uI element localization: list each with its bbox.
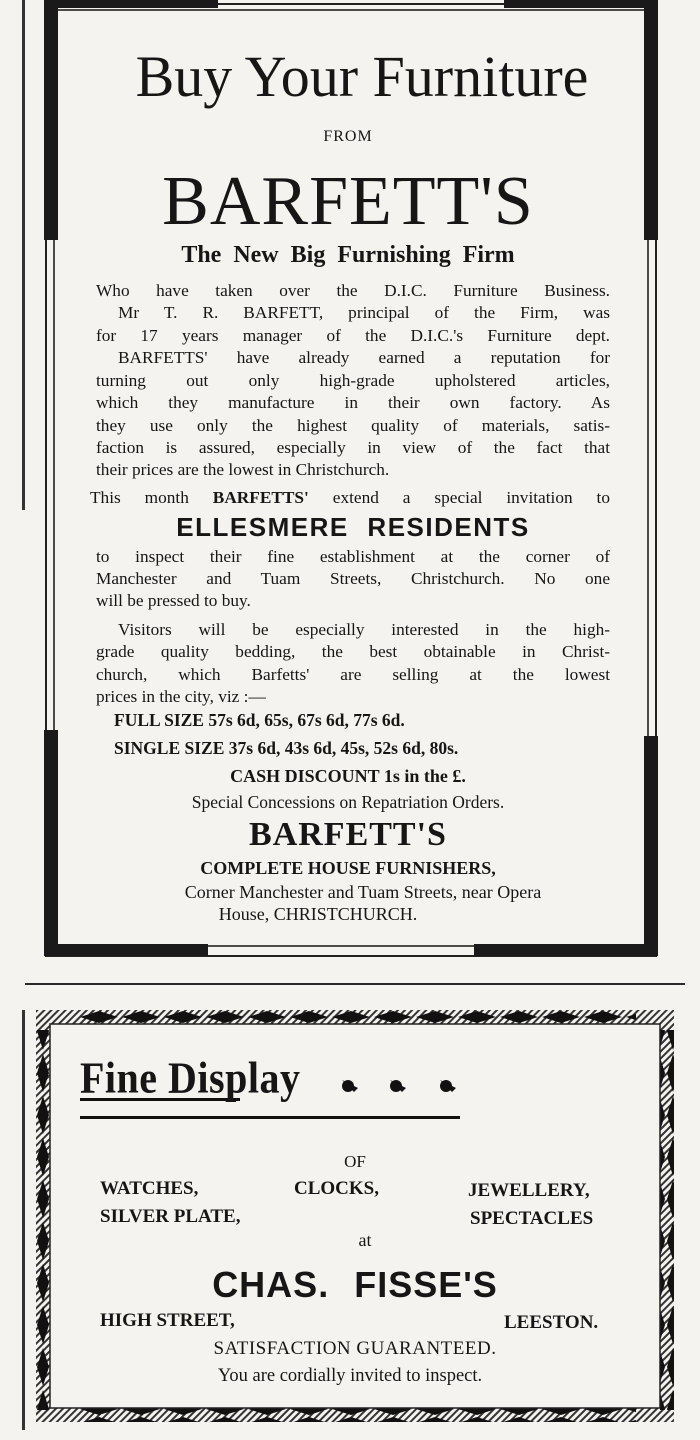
ad1-inspect-line: will be pressed to buy. bbox=[96, 591, 251, 610]
ad1-invite-line bbox=[90, 487, 610, 510]
ad2-high-street: HIGH STREET, bbox=[100, 1310, 235, 1331]
ad2-jewellery: JEWELLERY, bbox=[468, 1180, 590, 1201]
ad1-invite-prefix: This month bbox=[90, 488, 213, 507]
ad1-body-line: Who have taken over the D.I.C. Furniture Business. bbox=[96, 281, 610, 300]
ad1-house-furnishers: COMPLETE HOUSE FURNISHERS, bbox=[200, 858, 496, 878]
column-rule-left-lower bbox=[22, 1010, 25, 1430]
ad1-firm-name: BARFETT'S bbox=[162, 163, 534, 240]
ad2-watches: WATCHES, bbox=[100, 1178, 199, 1199]
ad2-shop-name: CHAS. FISSE'S bbox=[212, 1264, 498, 1305]
ad1-tagline: The New Big Furnishing Firm bbox=[181, 242, 515, 268]
ad1-body-line: for 17 years manager of the D.I.C.'s Furniture dept. bbox=[96, 326, 610, 345]
ad2-clocks: CLOCKS, bbox=[294, 1178, 379, 1199]
ad2-of-label: OF bbox=[344, 1152, 366, 1171]
ad1-body-line: faction is assured, especially in view of the fact that bbox=[96, 438, 610, 457]
ad1-body-line: their prices are the lowest in Christchurch. bbox=[96, 460, 390, 479]
ad1-body-line: Mr T. R. BARFETT, principal of the Firm, was bbox=[118, 303, 610, 322]
ad1-invite-bold: BARFETTS' bbox=[212, 488, 309, 507]
ad1-full-size-prices: FULL SIZE 57s 6d, 65s, 67s 6d, 77s 6d. bbox=[114, 710, 405, 730]
ad2-satisfaction: SATISFACTION GUARANTEED. bbox=[213, 1338, 497, 1359]
ad2-at-label: at bbox=[358, 1230, 372, 1250]
ad1-address-line: Corner Manchester and Tuam Streets, near Opera bbox=[184, 882, 542, 902]
ad1-from-label: FROM bbox=[323, 128, 373, 145]
ad1-cash-discount: CASH DISCOUNT 1s in the £. bbox=[230, 766, 466, 786]
ornament-icon bbox=[336, 1074, 466, 1103]
ad1-visitor-line: church, which Barfetts' are selling at the lowest bbox=[96, 665, 610, 684]
ad1-headline: Buy Your Furniture bbox=[135, 44, 589, 109]
ad2-headline: Fine Display bbox=[80, 1052, 301, 1103]
ad1-firm-name-footer: BARFETT'S bbox=[249, 816, 447, 853]
ad1-visitor-line: Visitors will be especially interested in the high- bbox=[118, 620, 610, 639]
ad2-invite: You are cordially invited to inspect. bbox=[217, 1366, 483, 1386]
column-rule-left bbox=[22, 0, 25, 510]
ad1-inspect-line: Manchester and Tuam Streets, Christchurch. No one bbox=[96, 569, 610, 588]
ad1-visitor-line: grade quality bedding, the best obtainable in Christ- bbox=[96, 642, 610, 661]
ad1-body-line: turning out only high-grade upholstered articles, bbox=[96, 371, 610, 390]
ad2-leeston: LEESTON. bbox=[504, 1312, 599, 1333]
ad2-spectacles: SPECTACLES bbox=[470, 1208, 594, 1229]
ad1-residents-heading: ELLESMERE RESIDENTS bbox=[176, 512, 530, 542]
ad-divider-rule bbox=[25, 983, 685, 985]
ad1-body-line: which they manufacture in their own factory. As bbox=[96, 393, 610, 412]
ad1-body-line: BARFETTS' have already earned a reputation for bbox=[118, 348, 610, 367]
ad1-body-line: they use only the highest quality of materials, satis- bbox=[96, 416, 610, 435]
ad1-address-line: House, CHRISTCHURCH. bbox=[218, 904, 418, 924]
ad1-concessions: Special Concessions on Repatriation Orders. bbox=[191, 792, 505, 812]
ad1-visitor-line: prices in the city, viz :— bbox=[96, 687, 266, 706]
ad2-silver-plate: SILVER PLATE, bbox=[100, 1206, 241, 1227]
ad1-single-size-prices: SINGLE SIZE 37s 6d, 43s 6d, 45s, 52s 6d, 80s. bbox=[114, 738, 459, 758]
ad1-invite-suffix: extend a special invitation to bbox=[308, 488, 610, 507]
ad1-inspect-line: to inspect their fine establishment at the corner of bbox=[96, 547, 610, 566]
